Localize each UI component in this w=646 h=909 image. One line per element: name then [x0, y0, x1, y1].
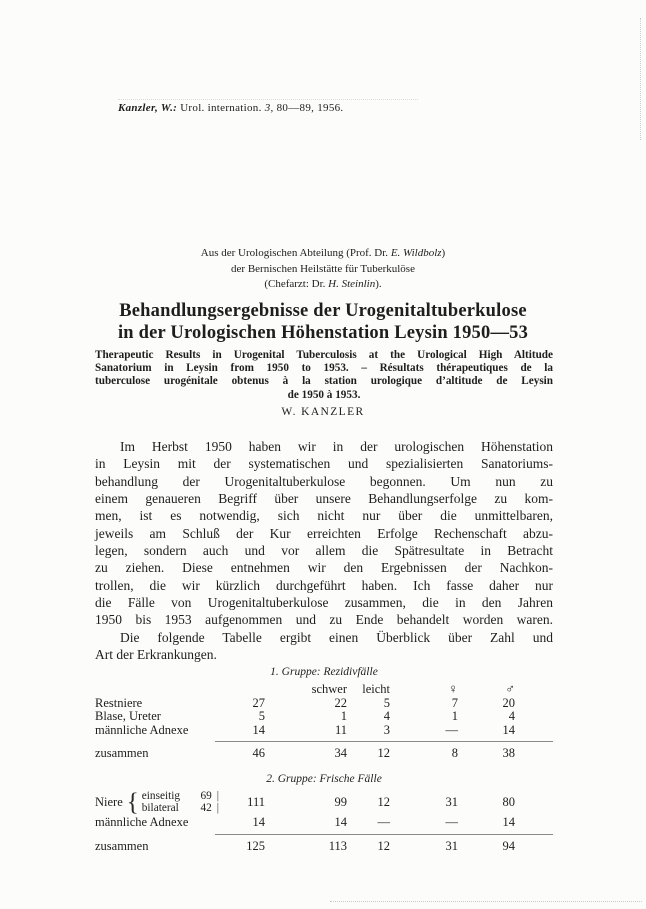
body-line: zu ziehen. Diese entnehmen wir den Ergebnissen der Nachkon-: [95, 560, 553, 576]
body-line: die Fälle von Urogenitaltuberkulose zusammen, die in den Jahren: [95, 595, 553, 611]
table-group2-heading: 2. Gruppe: Frische Fälle: [266, 772, 382, 785]
table-group1-heading: 1. Gruppe: Rezidivfälle: [270, 666, 378, 678]
cell-female: —: [445, 722, 458, 737]
citation-author: Kanzler, W.:: [118, 102, 178, 114]
journal-citation: [118, 102, 343, 114]
author-name: W. KANZLER: [281, 406, 365, 418]
case-overview-tables: [95, 665, 553, 853]
cell-leicht: 3: [383, 722, 390, 737]
cell-schwer: 14: [334, 814, 347, 829]
cell-male: 14: [502, 814, 515, 829]
cell-total: 46: [215, 742, 265, 761]
cell-schwer: 11: [334, 722, 347, 737]
column-header-male-icon: ♂: [505, 681, 515, 696]
sub-value: 69: [200, 789, 212, 802]
cell-schwer: 99: [334, 794, 347, 809]
table-header-row: [95, 682, 553, 697]
body-line: legen, sondern auch und vor allem die Spätresultate in Betracht: [95, 543, 553, 559]
cell-schwer: 113: [265, 834, 347, 853]
cell-schwer: 22: [334, 695, 347, 710]
cell-total: 125: [215, 834, 265, 853]
table-row: [95, 697, 553, 711]
cell-female: —: [445, 814, 458, 829]
cell-schwer: 34: [265, 742, 347, 761]
scan-artifact: [118, 99, 418, 100]
article-title: [0, 301, 646, 344]
scan-artifact: [330, 901, 642, 902]
body-line: jeweils am Schluß der Kur erreichten Erfolge Rechenschaft abzu-: [95, 525, 553, 541]
column-header-female-icon: ♀: [448, 681, 458, 696]
institution-line-1: Aus der Urologischen Abteilung (Prof. Dr. E. Wildbolz): [200, 247, 446, 259]
column-header-leicht: leicht: [362, 682, 390, 696]
body-line: trollen, die wir kürzlich durchgeführt haben. Ich fasse daher nur: [95, 577, 553, 593]
body-line: Im Herbst 1950 haben wir in der urologischen Höhenstation: [120, 439, 553, 454]
citation-pages: 80—89, 1956.: [273, 102, 344, 114]
table-row-niere: [95, 789, 553, 816]
institution-line-3: (Chefarzt: Dr. H. Steinlin).: [264, 278, 382, 290]
cell-leicht: —: [377, 814, 390, 829]
cell-female: 1: [451, 709, 458, 724]
professor-name: E. Wildbolz: [390, 247, 442, 259]
row-label: Restniere: [95, 695, 143, 710]
body-line: in Leysin mit der systematischen und spezialisierten Sanatoriums-: [95, 456, 553, 472]
table-total-row: [95, 742, 553, 761]
body-line: 1950 bis 1953 aufgenommen und zu Ende behandelt worden waren.: [95, 612, 553, 628]
citation-volume: 3,: [264, 102, 274, 114]
subtitle-line: de 1950 à 1953.: [287, 388, 361, 401]
body-line: Art der Erkrankungen.: [95, 647, 217, 663]
niere-sub-row: [142, 790, 219, 803]
subtitle-line: Sanatorium in Leysin from 1950 to 1953. – Résultats thérapeutiques de la: [95, 362, 553, 375]
cell-male: 38: [458, 742, 515, 761]
row-label: männliche Adnexe: [95, 722, 189, 737]
cell-female: 31: [390, 834, 458, 853]
niere-sub-breakdown: [142, 790, 219, 815]
cell-total: 27: [252, 695, 265, 710]
subtitle-line: tuberculose urogénitale obtenus à la station urologique d’altitude de Leysin: [95, 375, 553, 388]
table-group2: [95, 789, 553, 853]
table-row: [95, 816, 553, 834]
subtitle-line: Therapeutic Results in Urogenital Tuberculosis at the Urological High Altitude: [95, 349, 553, 361]
cell-leicht: 12: [347, 834, 390, 853]
column-header-schwer: schwer: [311, 682, 347, 696]
row-label: Niere: [95, 794, 123, 809]
table-row: [95, 710, 553, 724]
title-line-1: Behandlungsergebnisse der Urogenitaltuberkulose: [119, 301, 527, 321]
table-row: [95, 724, 553, 742]
cell-leicht: 12: [377, 794, 390, 809]
cell-male: 4: [508, 709, 515, 724]
citation-journal: Urol. internation.: [177, 102, 265, 114]
cell-male: 20: [502, 695, 515, 710]
brace-right: |: [216, 789, 220, 802]
cell-leicht: 12: [347, 742, 390, 761]
sub-label: bilateral: [141, 802, 179, 815]
cell-schwer: 1: [340, 709, 347, 724]
niere-label-group: [95, 790, 235, 815]
cell-total: 111: [247, 794, 265, 809]
cell-leicht: 5: [383, 695, 390, 710]
cell-leicht: 4: [383, 709, 390, 724]
table-group1: [95, 682, 553, 761]
niere-sub-row: [142, 802, 219, 815]
body-text: [95, 438, 553, 663]
institution-block: [0, 246, 646, 293]
body-line: einem genaueren Begriff über unsere Behandlungserfolge zu kom-: [95, 491, 553, 507]
table-total-row: [95, 834, 553, 853]
body-line: behandlung der Urogenitaltuberkulose begonnen. Um nun zu: [95, 473, 553, 489]
chief-physician-name: H. Steinlin: [328, 278, 376, 290]
article-subtitle: [95, 349, 553, 402]
sub-label: einseitig: [141, 789, 181, 802]
brace-left: {: [126, 788, 139, 816]
body-line: men, ist es notwendig, sich nicht nur über die unmittelbaren,: [95, 508, 553, 524]
scan-artifact: [640, 18, 641, 140]
cell-male: 94: [458, 834, 515, 853]
row-label: männliche Adnexe: [95, 814, 189, 829]
cell-total: 14: [252, 814, 265, 829]
row-label: Blase, Ureter: [95, 709, 161, 724]
cell-male: 80: [502, 794, 515, 809]
cell-male: 14: [502, 722, 515, 737]
cell-female: 7: [451, 695, 458, 710]
cell-female: 8: [390, 742, 458, 761]
cell-total: 14: [252, 722, 265, 737]
brace-right: |: [216, 802, 220, 815]
body-line: Die folgende Tabelle ergibt einen Überblick über Zahl und: [120, 629, 553, 645]
title-line-2: in der Urologischen Höhenstation Leysin 1950—53: [117, 322, 529, 343]
sub-value: 42: [200, 802, 212, 815]
cell-female: 31: [445, 794, 458, 809]
row-label: zusammen: [95, 838, 149, 853]
row-label: zusammen: [95, 746, 149, 761]
institution-line-2: der Bernischen Heilstätte für Tuberkulöse: [231, 262, 415, 275]
cell-total: 5: [258, 709, 265, 724]
